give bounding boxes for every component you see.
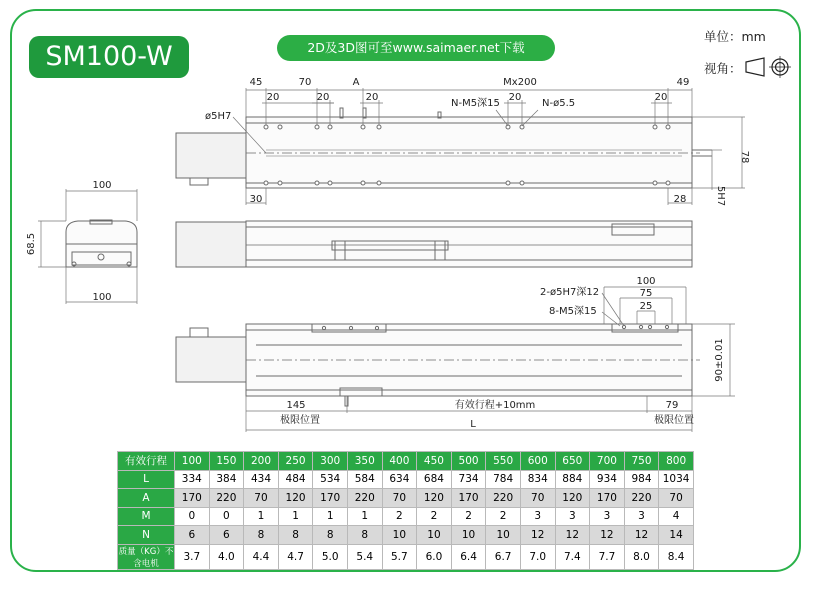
table-cell: 200: [244, 452, 279, 471]
table-cell: 6: [175, 526, 210, 545]
table-cell: 834: [520, 470, 555, 489]
table-cell: 150: [209, 452, 244, 471]
table-cell: 550: [486, 452, 521, 471]
table-cell: 120: [278, 489, 313, 508]
label-m5: 8-M5深15: [549, 306, 597, 317]
table-cell: 684: [417, 470, 452, 489]
end-width-top: 100: [92, 180, 112, 191]
table-cell: 784: [486, 470, 521, 489]
dim-A: A: [352, 77, 360, 88]
dim-Mx200: Mx200: [503, 77, 537, 88]
table-cell: 170: [313, 489, 348, 508]
row-header: L: [118, 470, 175, 489]
dim-45: 45: [249, 77, 263, 88]
table-cell: 1: [244, 507, 279, 526]
table-cell: 7.0: [520, 544, 555, 569]
table-cell: 0: [209, 507, 244, 526]
end-width-bottom: 100: [92, 292, 112, 303]
table-cell: 6: [209, 526, 244, 545]
table-cell: 8: [278, 526, 313, 545]
dim-49: 49: [676, 77, 690, 88]
row-header: 有效行程: [118, 452, 175, 471]
dim-20-d: 20: [508, 92, 522, 103]
table-cell: 484: [278, 470, 313, 489]
table-cell: 2: [486, 507, 521, 526]
table-cell: 2: [417, 507, 452, 526]
table-cell: 634: [382, 470, 417, 489]
unit-label: 单位：mm: [704, 29, 766, 44]
table-cell: 584: [347, 470, 382, 489]
table-cell: 5.7: [382, 544, 417, 569]
table-cell: 8.4: [659, 544, 694, 569]
table-cell: 450: [417, 452, 452, 471]
dim-20-b: 20: [316, 92, 330, 103]
dim-20-c: 20: [365, 92, 379, 103]
table-cell: 7.7: [590, 544, 625, 569]
table-cell: 8.0: [624, 544, 659, 569]
table-cell: 10: [382, 526, 417, 545]
third-angle-projection-icon: [746, 56, 791, 78]
table-cell: 650: [555, 452, 590, 471]
table-cell: 3: [520, 507, 555, 526]
view-angle-label: 视角：: [704, 61, 742, 76]
dim-145: 145: [286, 400, 306, 411]
table-cell: 5.0: [313, 544, 348, 569]
table-cell: 220: [209, 489, 244, 508]
limit-right: 极限位置: [654, 415, 694, 426]
row-header: N: [118, 526, 175, 545]
label-nm5: N-M5深15: [451, 98, 500, 109]
table-cell: 350: [347, 452, 382, 471]
table-cell: 5.4: [347, 544, 382, 569]
table-cell: 6.0: [417, 544, 452, 569]
label-n55: N-ø5.5: [542, 98, 576, 109]
table-cell: 8: [347, 526, 382, 545]
table-cell: 334: [175, 470, 210, 489]
table-cell: 734: [451, 470, 486, 489]
table-cell: 100: [175, 452, 210, 471]
row-stroke: [118, 452, 694, 471]
table-cell: 220: [486, 489, 521, 508]
table-cell: 2: [451, 507, 486, 526]
table-cell: 3: [590, 507, 625, 526]
table-cell: 750: [624, 452, 659, 471]
table-cell: 8: [244, 526, 279, 545]
table-cell: 10: [417, 526, 452, 545]
table-cell: 3.7: [175, 544, 210, 569]
table-cell: 14: [659, 526, 694, 545]
table-cell: 70: [382, 489, 417, 508]
table-cell: 300: [313, 452, 348, 471]
table-cell: 220: [347, 489, 382, 508]
row-M: [118, 507, 694, 526]
table-cell: 700: [590, 452, 625, 471]
dim-L: L: [470, 419, 476, 430]
table-cell: 934: [590, 470, 625, 489]
table-cell: 3: [555, 507, 590, 526]
dim-20-e: 20: [654, 92, 668, 103]
stroke-label: 有效行程+10mm: [454, 400, 536, 411]
dim-30: 30: [249, 194, 263, 205]
dim-70: 70: [298, 77, 312, 88]
table-cell: 800: [659, 452, 694, 471]
row-A: [118, 489, 694, 508]
dim-height-90: 90±0.01: [714, 338, 725, 382]
label-pins: 2-ø5H7深12: [540, 287, 600, 298]
table-cell: 6.4: [451, 544, 486, 569]
table-cell: 1: [278, 507, 313, 526]
table-cell: 2: [382, 507, 417, 526]
table-cell: 4.0: [209, 544, 244, 569]
table-cell: 534: [313, 470, 348, 489]
table-cell: 7.4: [555, 544, 590, 569]
dim-79: 79: [665, 400, 679, 411]
table-cell: 6.7: [486, 544, 521, 569]
row-weight: [118, 544, 694, 569]
table-cell: 4.4: [244, 544, 279, 569]
table-cell: 70: [520, 489, 555, 508]
spec-table: [117, 451, 694, 570]
end-view: [38, 189, 137, 304]
table-cell: 250: [278, 452, 313, 471]
table-cell: 12: [624, 526, 659, 545]
table-cell: 10: [486, 526, 521, 545]
table-cell: 600: [520, 452, 555, 471]
label-hole-h7: ø5H7: [205, 111, 232, 122]
table-cell: 70: [659, 489, 694, 508]
table-cell: 984: [624, 470, 659, 489]
limit-left: 极限位置: [280, 415, 320, 426]
table-cell: 70: [244, 489, 279, 508]
side-view: [176, 221, 692, 267]
table-cell: 170: [590, 489, 625, 508]
table-cell: 884: [555, 470, 590, 489]
row-header: 质量（KG）不含电机: [118, 544, 175, 569]
table-cell: 12: [520, 526, 555, 545]
table-cell: 0: [175, 507, 210, 526]
table-cell: 120: [417, 489, 452, 508]
table-cell: 120: [555, 489, 590, 508]
table-cell: 400: [382, 452, 417, 471]
row-L: [118, 470, 694, 489]
download-link-banner[interactable]: 2D及3D图可至www.saimaer.net下载: [277, 35, 555, 61]
table-cell: 220: [624, 489, 659, 508]
dim-28: 28: [673, 194, 687, 205]
model-title: SM100-W: [29, 36, 189, 78]
table-cell: 1034: [659, 470, 694, 489]
table-cell: 1: [313, 507, 348, 526]
table-cell: 12: [555, 526, 590, 545]
dim-78: 78: [739, 150, 750, 164]
table-cell: 170: [175, 489, 210, 508]
row-N: [118, 526, 694, 545]
dim-25: 25: [639, 301, 653, 312]
table-cell: 12: [590, 526, 625, 545]
dim-100-bottom: 100: [636, 276, 656, 287]
table-cell: 500: [451, 452, 486, 471]
table-cell: 434: [244, 470, 279, 489]
dim-20-a: 20: [266, 92, 280, 103]
table-cell: 1: [347, 507, 382, 526]
table-cell: 4: [659, 507, 694, 526]
table-cell: 384: [209, 470, 244, 489]
table-cell: 3: [624, 507, 659, 526]
row-header: M: [118, 507, 175, 526]
table-cell: 4.7: [278, 544, 313, 569]
dim-75: 75: [639, 288, 653, 299]
row-header: A: [118, 489, 175, 508]
table-cell: 10: [451, 526, 486, 545]
table-cell: 8: [313, 526, 348, 545]
end-height: 68.5: [26, 232, 37, 256]
dim-5h7: 5H7: [715, 185, 726, 207]
table-cell: 170: [451, 489, 486, 508]
